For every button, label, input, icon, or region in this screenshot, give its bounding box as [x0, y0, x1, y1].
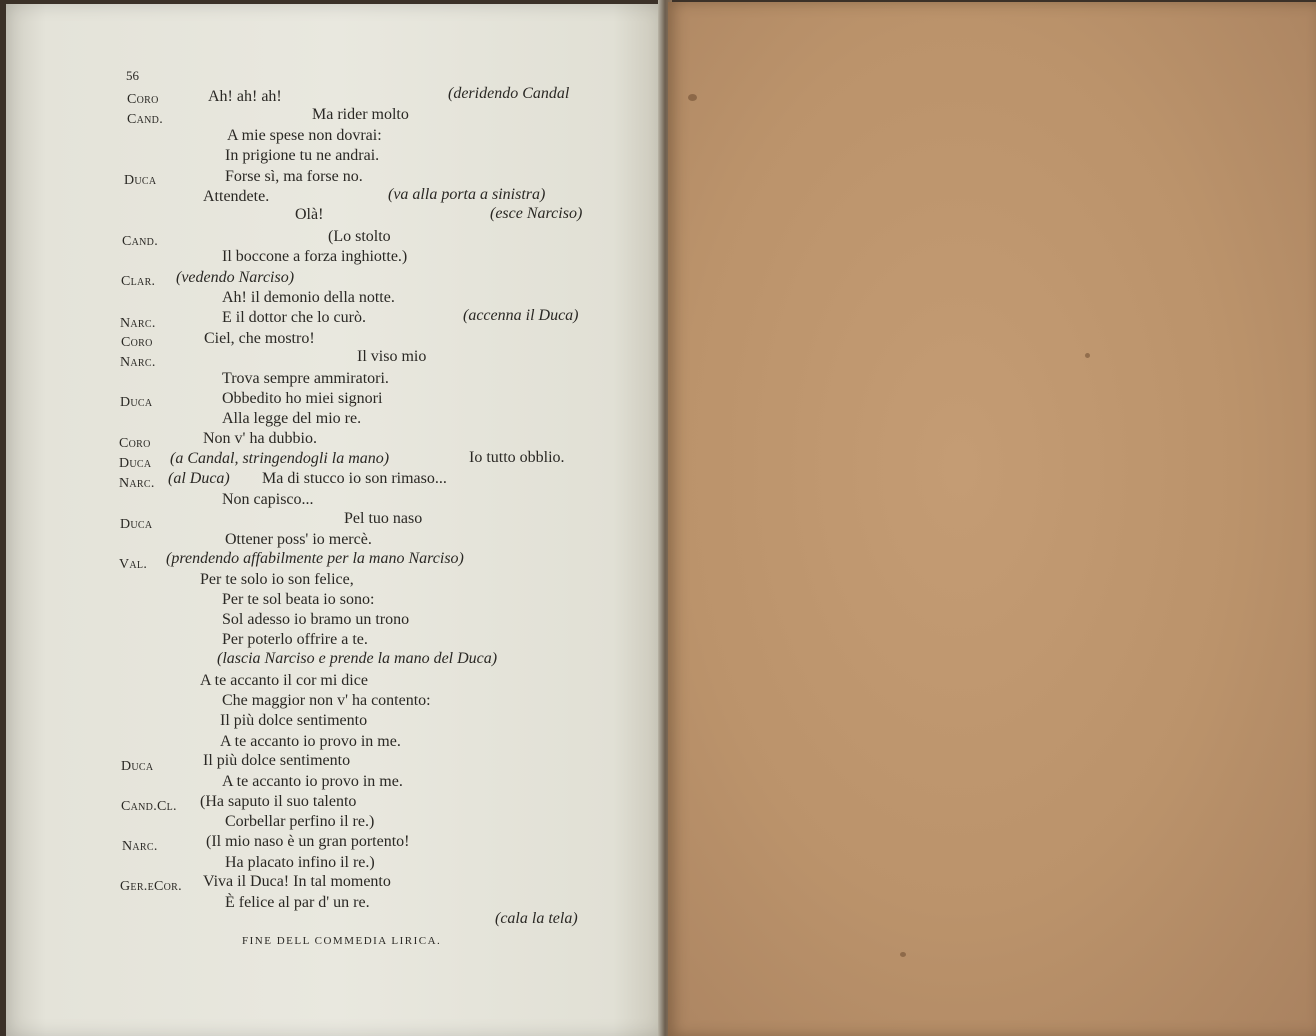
stage-direction: (lascia Narciso e prende la mano del Duca)	[217, 650, 498, 667]
verse-line: A mie spese non dovrai:	[227, 127, 382, 144]
verse-line: (Lo stolto	[328, 228, 391, 245]
verse-line: Pel tuo naso	[344, 510, 423, 527]
verse-line: Il boccone a forza inghiotte.)	[222, 248, 408, 265]
speaker-name: Val.	[119, 557, 148, 572]
verse-line: Sol adesso io bramo un trono	[222, 611, 410, 628]
verse-line: Per te solo io son felice,	[200, 571, 354, 588]
verse-line: Ha placato infino il re.)	[225, 854, 375, 871]
speaker-name: Duca	[124, 173, 157, 188]
stage-direction: (deridendo Candal	[448, 85, 570, 102]
speaker-name: Cand.	[127, 112, 164, 127]
verse-line: Il più dolce sentimento	[220, 712, 368, 729]
paper-stain	[900, 952, 906, 957]
verse-line: Io tutto obblio.	[469, 449, 565, 466]
verse-line: Che maggior non v' ha contento:	[222, 692, 431, 709]
verse-line: (Ha saputo il suo talento	[200, 793, 357, 810]
speaker-name: Cand.Cl.	[121, 799, 177, 814]
verse-line: Non capisco...	[222, 491, 314, 508]
stage-direction: (cala la tela)	[495, 910, 578, 927]
verse-line: Ma rider molto	[312, 106, 409, 123]
verse-line: A te accanto io provo in me.	[220, 733, 401, 750]
verse-line: Olà!	[295, 206, 324, 223]
speaker-name: Clar.	[121, 274, 156, 289]
speaker-name: Narc.	[120, 355, 156, 370]
verse-line: Il più dolce sentimento	[203, 752, 351, 769]
verse-line: A te accanto il cor mi dice	[200, 672, 368, 689]
speaker-name: Ger.eCor.	[120, 879, 182, 894]
speaker-name: Narc.	[119, 476, 155, 491]
stage-direction: (esce Narciso)	[490, 205, 583, 222]
speaker-name: Cand.	[122, 234, 159, 249]
speaker-name: Narc.	[120, 316, 156, 331]
page-number: 56	[126, 68, 139, 83]
stage-direction: (accenna il Duca)	[463, 307, 579, 324]
speaker-name: Coro	[121, 335, 153, 350]
speaker-name: Duca	[121, 759, 154, 774]
verse-line: Per te sol beata io sono:	[222, 591, 375, 608]
verse-line: Non v' ha dubbio.	[203, 430, 317, 447]
verse-line: Alla legge del mio re.	[222, 410, 362, 427]
verse-line: A te accanto io provo in me.	[222, 773, 403, 790]
verse-line: È felice al par d' un re.	[225, 894, 370, 911]
verse-line: Ma di stucco io son rimaso...	[262, 470, 447, 487]
stage-direction: (al Duca)	[168, 470, 230, 487]
verse-line: Attendete.	[203, 188, 270, 205]
stage-direction: (vedendo Narciso)	[176, 269, 295, 286]
stage-direction: (prendendo affabilmente per la mano Narciso)	[166, 550, 464, 567]
verse-line: Viva il Duca! In tal momento	[203, 873, 391, 890]
verse-line: Forse sì, ma forse no.	[225, 168, 363, 185]
speaker-name: Duca	[120, 517, 153, 532]
verse-line: Corbellar perfino il re.)	[225, 813, 375, 830]
paper-stain	[1085, 353, 1090, 358]
verse-line: Obbedito ho miei signori	[222, 390, 383, 407]
verse-line: E il dottor che lo curò.	[222, 309, 366, 326]
page-footer: FINE DELL COMMEDIA LIRICA.	[242, 935, 442, 947]
verse-line: Il viso mio	[357, 348, 427, 365]
verse-line: Per poterlo offrire a te.	[222, 631, 368, 648]
verse-line: Ottener poss' io mercè.	[225, 531, 372, 548]
paper-stain	[688, 94, 697, 101]
verse-line: Ah! ah! ah!	[208, 88, 282, 105]
verse-line: (Il mio naso è un gran portento!	[206, 833, 410, 850]
right-page-blank-endpaper	[668, 2, 1316, 1036]
verse-line: Trova sempre ammiratori.	[222, 370, 389, 387]
verse-line: Ah! il demonio della notte.	[222, 289, 395, 306]
stage-direction: (va alla porta a sinistra)	[388, 186, 546, 203]
speaker-name: Coro	[119, 436, 151, 451]
stage-direction: (a Candal, stringendogli la mano)	[170, 450, 390, 467]
speaker-name: Narc.	[122, 839, 158, 854]
speaker-name: Coro	[127, 92, 159, 107]
verse-line: In prigione tu ne andrai.	[225, 147, 380, 164]
speaker-name: Duca	[120, 395, 153, 410]
verse-line: Ciel, che mostro!	[204, 330, 315, 347]
speaker-name: Duca	[119, 456, 152, 471]
